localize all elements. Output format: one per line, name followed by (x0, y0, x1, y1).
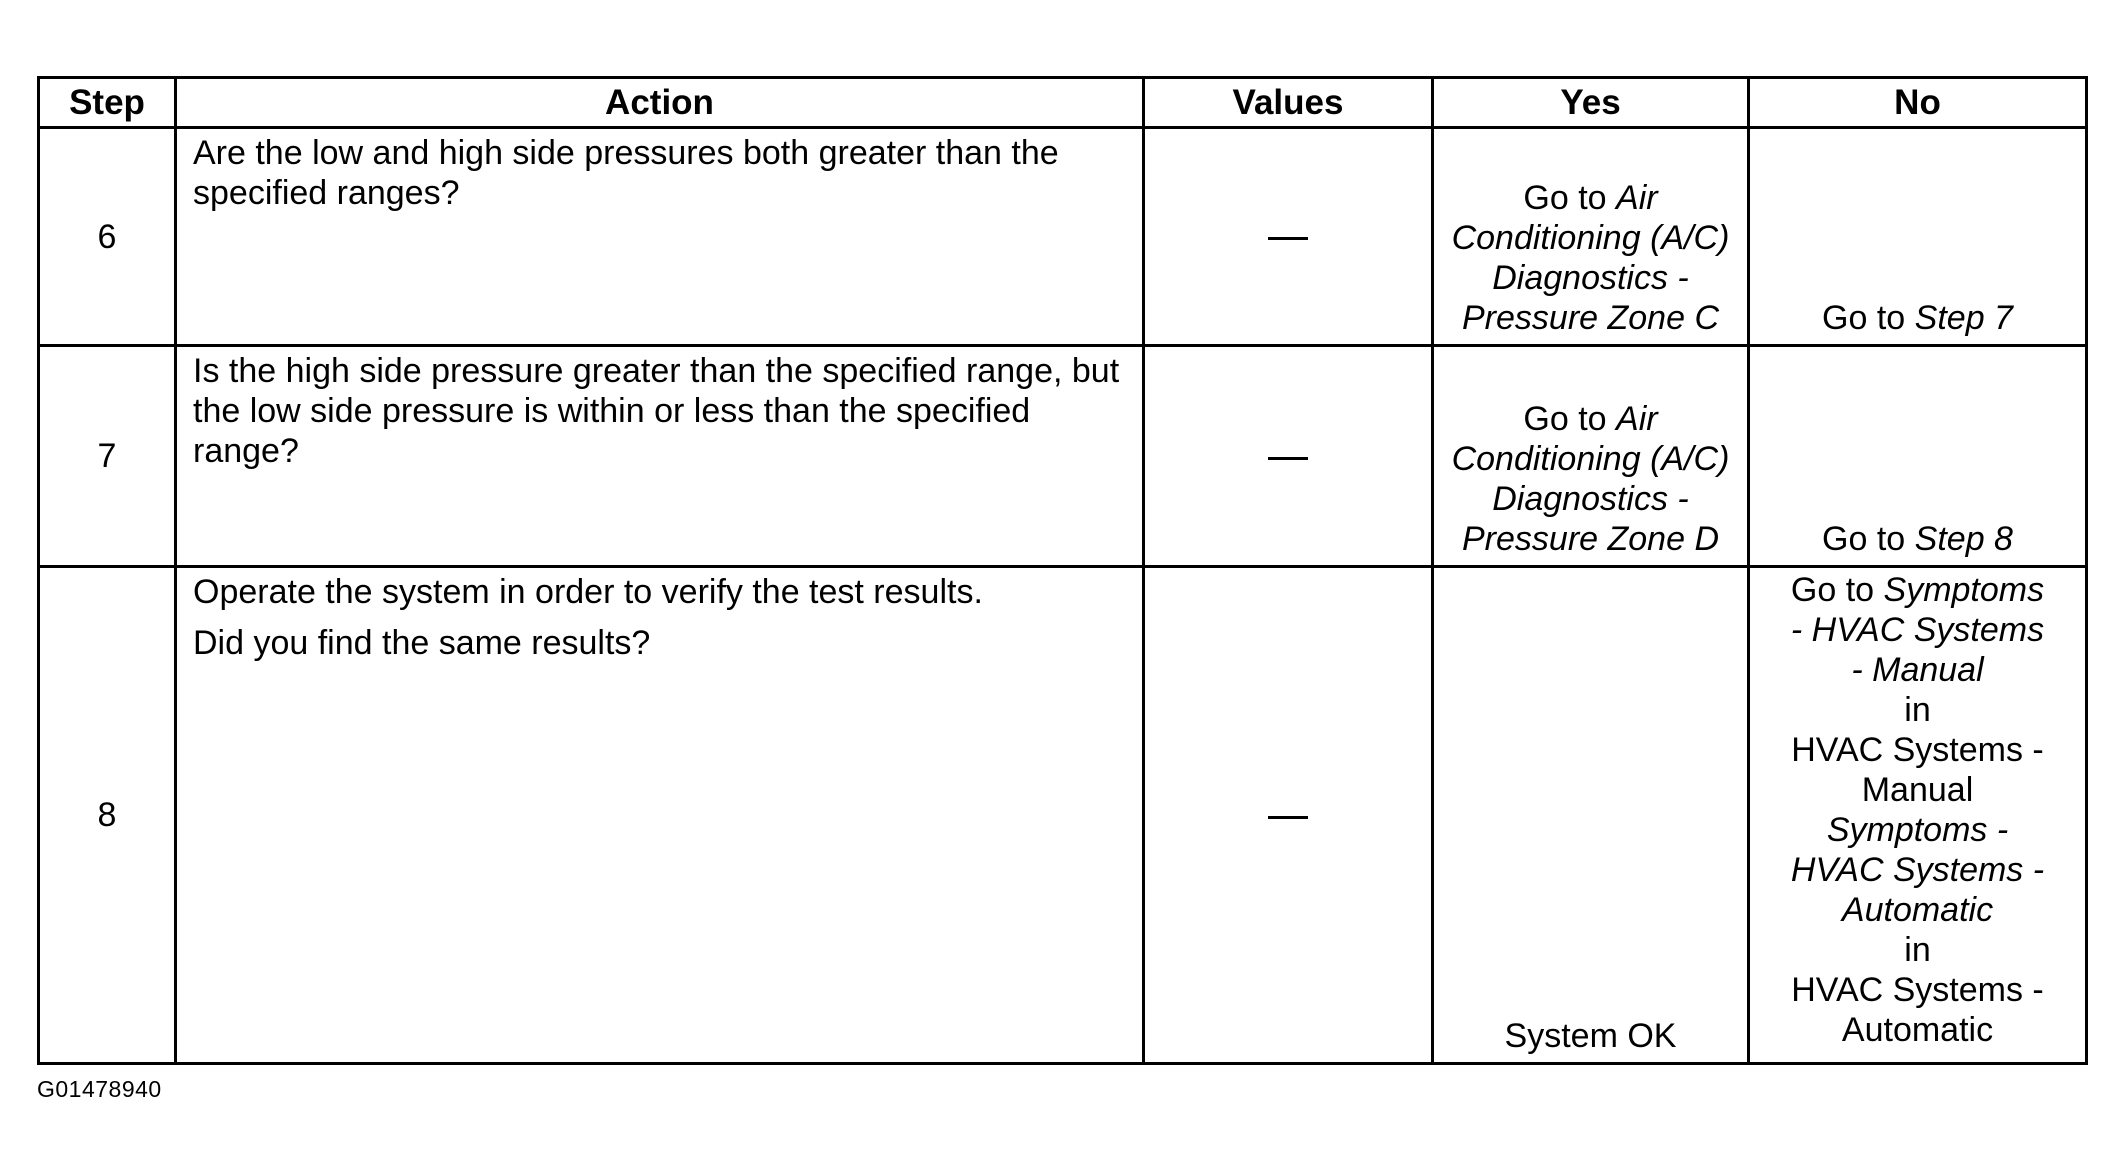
yes-link[interactable]: Air (1616, 400, 1658, 438)
no-section-text: Automatic (1841, 1011, 1994, 1049)
header-row (39, 78, 2087, 128)
no-step-link[interactable]: Step 7 (1914, 299, 2013, 337)
no-section-text: Manual (1861, 771, 1974, 809)
header-yes: Yes (1433, 78, 1749, 128)
step-number: 7 (39, 346, 176, 567)
action-cell (176, 567, 1144, 1064)
no-in-text: in (1904, 691, 1931, 729)
yes-link[interactable]: Diagnostics - (1492, 480, 1689, 518)
yes-cell (1433, 128, 1749, 346)
no-cell (1749, 567, 2087, 1064)
yes-link[interactable]: Conditioning (A/C) (1451, 219, 1730, 257)
yes-link[interactable]: Pressure Zone C (1462, 299, 1719, 337)
table-row (39, 128, 2087, 346)
action-text: Did you find the same results? (193, 624, 651, 662)
no-section-text: HVAC Systems - (1791, 731, 2044, 769)
table-row (39, 567, 2087, 1064)
yes-goto-text: Go to (1523, 400, 1607, 438)
action-cell (176, 128, 1144, 346)
no-symptoms-link[interactable]: - HVAC Systems (1790, 611, 2045, 649)
action-text: Is the high side pressure greater than the specified range, but the low side pressure is within or less than the specified range? (193, 352, 1120, 470)
yes-cell (1433, 567, 1749, 1064)
em-dash-mark (1268, 237, 1308, 240)
header-action: Action (176, 78, 1144, 128)
diagnostic-table (37, 76, 2088, 1065)
values-cell (1144, 128, 1433, 346)
yes-link[interactable]: Air (1616, 179, 1658, 217)
no-symptoms-link[interactable]: HVAC Systems - (1790, 851, 2045, 889)
no-in-text: in (1904, 931, 1931, 969)
header-values: Values (1144, 78, 1433, 128)
no-goto-text: Go to (1790, 571, 1875, 609)
no-cell (1749, 346, 2087, 567)
action-text: Operate the system in order to verify the test results. (193, 573, 983, 611)
em-dash-mark (1268, 816, 1308, 819)
no-symptoms-link[interactable]: Symptoms - (1826, 811, 2009, 849)
yes-cell (1433, 346, 1749, 567)
table-row (39, 346, 2087, 567)
yes-link[interactable]: Diagnostics - (1492, 259, 1689, 297)
step-number: 8 (39, 567, 176, 1064)
no-section-text: HVAC Systems - (1791, 971, 2044, 1009)
no-symptoms-link[interactable]: - Manual (1851, 651, 1984, 689)
values-cell (1144, 346, 1433, 567)
action-cell (176, 346, 1144, 567)
header-step: Step (39, 78, 176, 128)
no-symptoms-link[interactable]: Automatic (1841, 891, 1994, 929)
yes-result-text: System OK (1504, 1017, 1677, 1055)
no-symptoms-link[interactable]: Symptoms (1883, 571, 2045, 609)
no-goto-text: Go to (1822, 299, 1906, 337)
yes-link[interactable]: Conditioning (A/C) (1451, 440, 1730, 478)
no-goto-text: Go to (1822, 520, 1906, 558)
yes-link[interactable]: Pressure Zone D (1462, 520, 1719, 558)
no-step-link[interactable]: Step 8 (1914, 520, 2013, 558)
figure-id-label: G01478940 (37, 1076, 162, 1102)
header-no: No (1749, 78, 2087, 128)
em-dash-mark (1268, 457, 1308, 460)
values-cell (1144, 567, 1433, 1064)
yes-goto-text: Go to (1523, 179, 1607, 217)
no-cell (1749, 128, 2087, 346)
action-text: Are the low and high side pressures both greater than the specified ranges? (193, 134, 1059, 212)
step-number: 6 (39, 128, 176, 346)
